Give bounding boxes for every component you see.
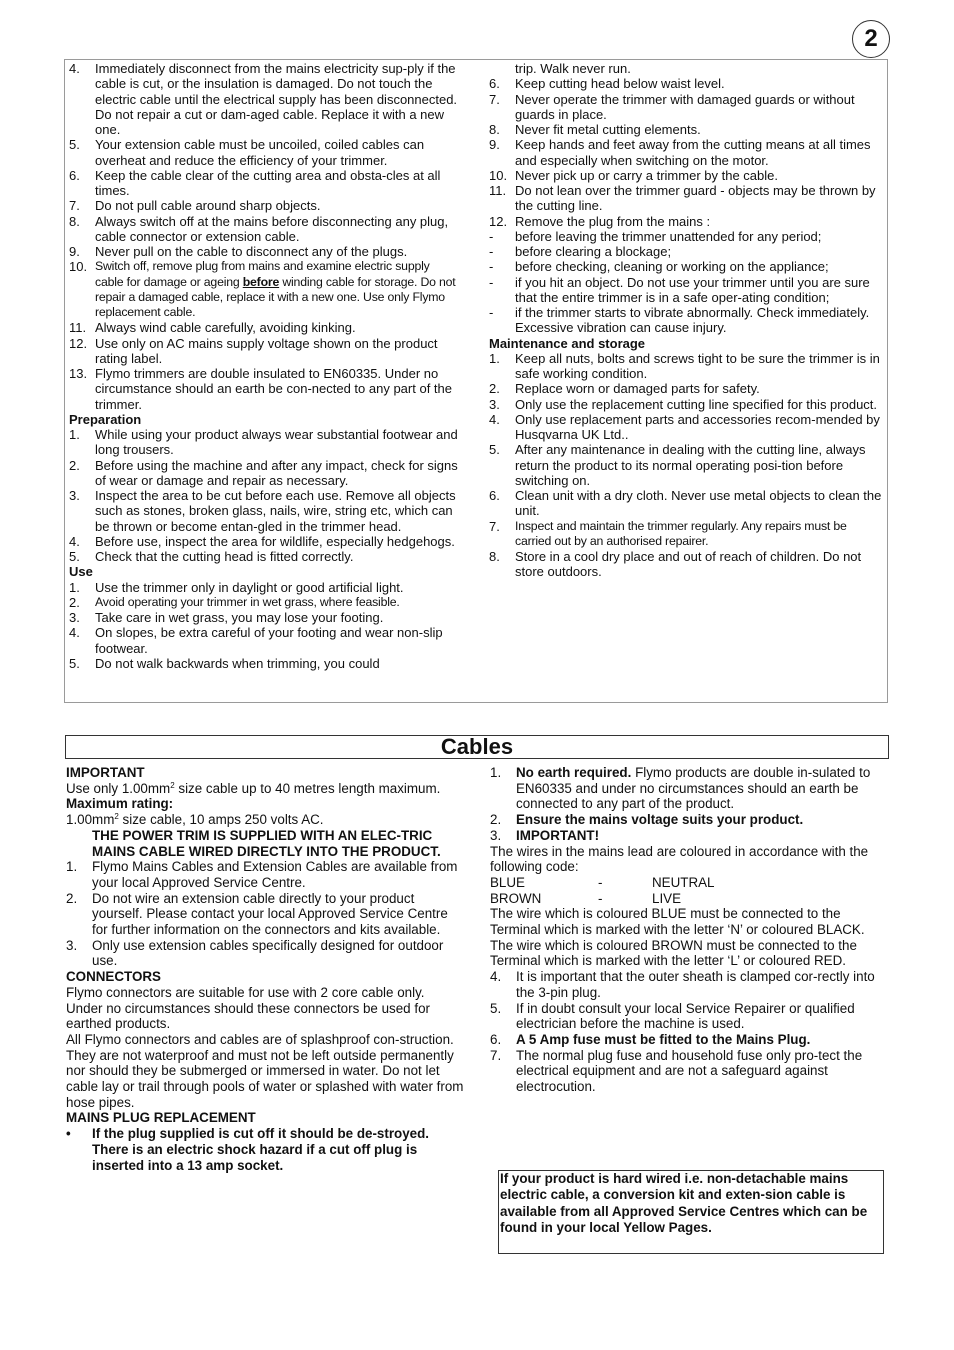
safety-left-column [69,61,461,671]
list-item [69,488,461,534]
item-number: 12. [69,335,88,351]
item-text: Always wind cable carefully, avoiding kinking. [95,320,356,336]
mains-plug-heading: MAINS PLUG REPLACEMENT [66,1110,256,1126]
list-item [489,488,885,519]
list-item [489,381,885,396]
list-item [489,122,885,137]
list-item [489,275,885,306]
list-item: 5. If in doubt consult your local Service Repairer or qualified electrician before the machine is used. [490,1000,855,1032]
item-number: 10. [69,259,88,275]
page-number: 2 [852,20,890,58]
connectors-paragraph: All Flymo connectors and cables are of splashproof con-struction. They are not waterproof and must not be left outside permanently nor should they be submerged or immersed in water. Do not let cable lay or trail through pools of water or splashed with water from hose pipes. [66,1031,464,1110]
list-item: 1. No earth required. Flymo products are double in-sulated to EN60335 and under no circumstances should an earth be connected to any part of the product. [490,765,871,812]
item-number: 1. [66,859,78,875]
item-number: 5. [489,442,500,458]
item-text: Before using the machine and after any impact, check for signs of wear or damage and repair as necessary. [95,457,458,488]
item-text: Do not wire an extension cable directly to your product yourself. Please contact your local Approved Service Centre for further information on the connectors and kits available. [92,890,448,938]
safety-right-column [489,61,885,580]
list-item [489,76,885,91]
use-heading: Use [69,564,93,580]
maintenance-heading: Maintenance and storage [489,335,646,351]
list-item [69,168,461,199]
list-item [489,214,885,229]
item-text: if the trimmer starts to vibrate abnormally. Check immediately. Excessive vibration can cause injury. [515,305,870,336]
list-item [69,320,461,335]
list-item: 4. It is important that the outer sheath is clamped cor-rectly into the 3-pin plug. [490,969,875,1000]
item-number: 7. [69,198,80,214]
list-item [66,938,464,969]
item-text: before checking, cleaning or working on the appliance; [515,259,829,275]
list-item [489,351,885,382]
item-number: 4. [69,533,80,549]
cables-right-column [490,765,888,1095]
item-text: While using your product always wear substantial footwear and long trousers. [95,427,458,458]
item-number: 8. [69,213,80,229]
item-text: Use only on AC mains supply voltage shown on the product rating label. [95,335,438,366]
item-text: Do not lean over the trimmer guard - objects may be thrown by the cutting line. [515,183,876,214]
item-text: Never fit metal cutting elements. [515,122,701,137]
important-text: Use only $1.00mm^2$ size cable up to 40 metres length maximum. [66,780,441,796]
list-item: 7. The normal plug fuse and household fuse only pro-tect the electrical equipment and are not a safeguard against electrocution. [490,1047,863,1095]
wire-code-cell: BROWN [490,890,542,906]
item-number: 1. [489,350,500,366]
list-item [69,427,461,458]
connectors-paragraph: Flymo connectors are suitable for use with 2 core cable only. Under no circumstances should these connectors be used for earthed products. [66,984,430,1032]
hard-wired-note-box: If your product is hard wired i.e. non-detachable mains electric cable, a conversion kit and exten-sion cable is available from all Approved Service Centres which can be found in your local Yellow Pages. [498,1170,884,1254]
item-text: Your extension cable must be uncoiled, coiled cables can overheat and reduce the efficiency of your trimmer. [95,137,425,168]
item-text: Keep all nuts, bolts and screws tight to be sure the trimmer is in safe working condition. [515,350,880,381]
item-text: Keep hands and feet away from the cutting means at all times and especially when switching on the motor. [515,137,871,168]
list-item [69,625,461,656]
list-item: 6. A 5 Amp fuse must be fitted to the Mains Plug. [490,1031,811,1047]
list-item [69,458,461,489]
item-text: Never pull on the cable to disconnect any of the plugs. [95,244,408,259]
item-number: 4. [69,625,80,641]
bullet-symbol: • [66,1126,71,1142]
item-text: After any maintenance in dealing with the cutting line, always return the product to its normal operating posi-tion before switching on. [515,442,866,488]
preparation-heading: Preparation [69,411,142,427]
item-number: 11. [69,320,87,336]
item-text: Never operate the trimmer with damaged guards or without guards in place. [515,91,855,122]
item-text: Only use extension cables specifically designed for outdoor use. [92,937,444,969]
item-number: 4. [489,411,500,427]
item-number: 7. [489,518,500,534]
item-number: 3. [489,396,500,412]
item-text: Only use replacement parts and accessories recom-mended by Husqvarna UK Ltd.. [515,411,880,442]
list-item [69,366,461,412]
list-item [69,214,461,245]
wires-intro: The wires in the mains lead are coloured in accordance with the following code: [490,843,869,875]
item-text: Replace worn or damaged parts for safety. [515,381,760,397]
list-item [69,336,461,367]
item-text: Before use, inspect the area for wildlife, especially hedgehogs. [95,533,455,549]
list-item [489,442,885,488]
power-trim-notice: THE POWER TRIM IS SUPPLIED WITH AN ELEC-TRIC MAINS CABLE WIRED DIRECTLY INTO THE PRODUCT. [92,827,441,859]
item-number: 1. [69,579,80,595]
item-number: 13. [69,366,88,381]
wire-code-cell: NEUTRAL [652,874,715,890]
list-item [489,137,885,168]
item-number: 4. [69,61,80,76]
item-text: Take care in wet grass, you may lose your footing. [95,610,384,625]
list-item [69,595,461,610]
item-number: 5. [69,549,80,564]
important-heading: IMPORTANT [66,765,145,780]
item-number: 6. [489,76,500,92]
item-text: Avoid operating your trimmer in wet grass, where feasible. [95,594,400,609]
item-number: 2. [69,457,80,473]
wire-colour-row [490,875,888,891]
item-number: - [489,228,494,244]
item-number: 3. [66,937,78,953]
item-number: - [489,305,494,320]
item-number: 9. [69,244,80,259]
item-text: On slopes, be extra careful of your footing and wear non-slip footwear. [95,625,443,656]
item-number: 12. [489,213,508,229]
item-number: 3. [69,610,80,625]
list-item [489,259,885,274]
item-number: 6. [69,167,80,183]
list-item [66,891,464,938]
list-item [69,534,461,549]
item-number: 10. [489,167,508,183]
item-number: - [489,259,494,275]
item-number: 6. [489,488,500,503]
list-item [489,229,885,244]
bullet-item [66,1126,464,1173]
item-text: Never pick up or carry a trimmer by the cable. [515,167,778,183]
item-text: Keep the cable clear of the cutting area and obsta-cles at all times. [95,167,441,198]
wire-code-cell: LIVE [652,890,682,906]
list-item [489,305,885,336]
item-text: Check that the cutting head is fitted correctly. [95,549,354,564]
list-item [489,244,885,259]
item-text: Only use the replacement cutting line specified for this product. [515,396,878,412]
emphasis-before: before [242,274,280,289]
item-text: if you hit an object. Do not use your trimmer until you are sure that the entire trimmer is in a safe oper-ating condition; [515,274,870,305]
item-text: Inspect the area to be cut before each use. Remove all objects such as stones, broken glass, nails, wire, string etc, which can be thrown or become entan-gled in the trimmer head. [95,488,456,534]
wire-colour-row [490,891,888,907]
item-number: 8. [489,549,500,564]
list-item [69,549,461,564]
list-item [489,92,885,123]
item-number: - [489,274,494,290]
item-text: Flymo Mains Cables and Extension Cables are available from your local Approved Service Centre. [92,859,458,890]
list-item [69,656,461,671]
wire-code-cell: - [598,874,603,890]
item-number: 8. [489,122,500,137]
item-text: before leaving the trimmer unattended for any period; [515,228,822,244]
item-text: before clearing a blockage; [515,244,672,259]
cables-left-column [66,765,464,1173]
item-number: 1. [69,427,80,442]
item-text: Always switch off at the mains before disconnecting any plug, cable connector or extension cable. [95,213,449,244]
max-rating-heading: Maximum rating: [66,796,174,812]
item-number: 7. [489,91,500,107]
item-text: Remove the plug from the mains : [515,213,711,229]
wire-code-cell: - [598,890,603,906]
list-item [489,412,885,443]
list-item [69,137,461,168]
list-item: 2. Ensure the mains voltage suits your product. [490,812,804,828]
item-text: Switch off, remove plug from mains and examine electric supply cable for damage or ageing before winding cable for storage. Do not repair a damaged cable, replace it with a new one. Use only Flymo replacement cable. [95,259,456,319]
item-text: Inspect and maintain the trimmer regularly. Any repairs must be carried out by an authorised repairer. [515,518,847,548]
item-number: 2. [66,890,78,906]
list-item [489,397,885,412]
safety-instructions-box [64,59,888,703]
item-text: Do not walk backwards when trimming, you could [95,655,380,671]
list-item [69,580,461,595]
item-number: 5. [69,137,80,153]
item-number: 2. [69,594,80,610]
item-text: Clean unit with a dry cloth. Never use metal objects to clean the unit. [515,488,882,519]
max-rating-text: $1.00mm^2$ size cable, 10 amps 250 volts AC. [66,812,324,828]
item-number: 3. [69,488,80,503]
list-item [489,519,885,550]
wire-code-cell: BLUE [490,874,525,890]
list-item [69,61,461,137]
list-item [69,198,461,213]
item-number: 9. [489,137,500,153]
item-text: Do not pull cable around sharp objects. [95,198,321,214]
item-number: 2. [489,381,500,397]
list-item [489,168,885,183]
item-text: Immediately disconnect from the mains electricity sup-ply if the cable is cut, or the insulation is damaged. Do not touch the electric cable until the electrical supply has been disconnected. Do not repair a cut or dam-aged cable. Replace it with a new one. [95,61,458,137]
wires-paragraph: The wire which is coloured BLUE must be connected to the Terminal which is marked with the letter ‘N’ or coloured BLACK. The wire which is coloured BROWN must be connected to the Terminal which is marked with the letter ‘L’ or coloured RED. [490,906,865,969]
cables-title: Cables [65,735,889,759]
list-item [489,183,885,214]
continuation-text: trip. Walk never run. [515,61,631,76]
item-text: Flymo trimmers are double insulated to EN60335. Under no circumstance should an earth be con-nected to any part of the trimmer. [95,366,452,412]
item-number: 11. [489,183,507,198]
item-number: 5. [69,655,80,671]
connectors-heading: CONNECTORS [66,969,161,985]
item-number: - [489,244,494,259]
list-item [69,244,461,259]
item-text: Store in a cool dry place and out of reach of children. Do not store outdoors. [515,549,862,580]
list-item [489,549,885,580]
item-text: Use the trimmer only in daylight or good artificial light. [95,579,404,595]
bullet-text: If the plug supplied is cut off it should be de-stroyed. There is an electric shock hazard if a cut off plug is inserted into a 13 amp socket. [92,1126,430,1173]
list-item: 3. IMPORTANT! [490,827,600,843]
list-item [66,859,464,890]
list-item [69,259,461,320]
item-text: Keep cutting head below waist level. [515,76,725,92]
list-item [69,610,461,625]
